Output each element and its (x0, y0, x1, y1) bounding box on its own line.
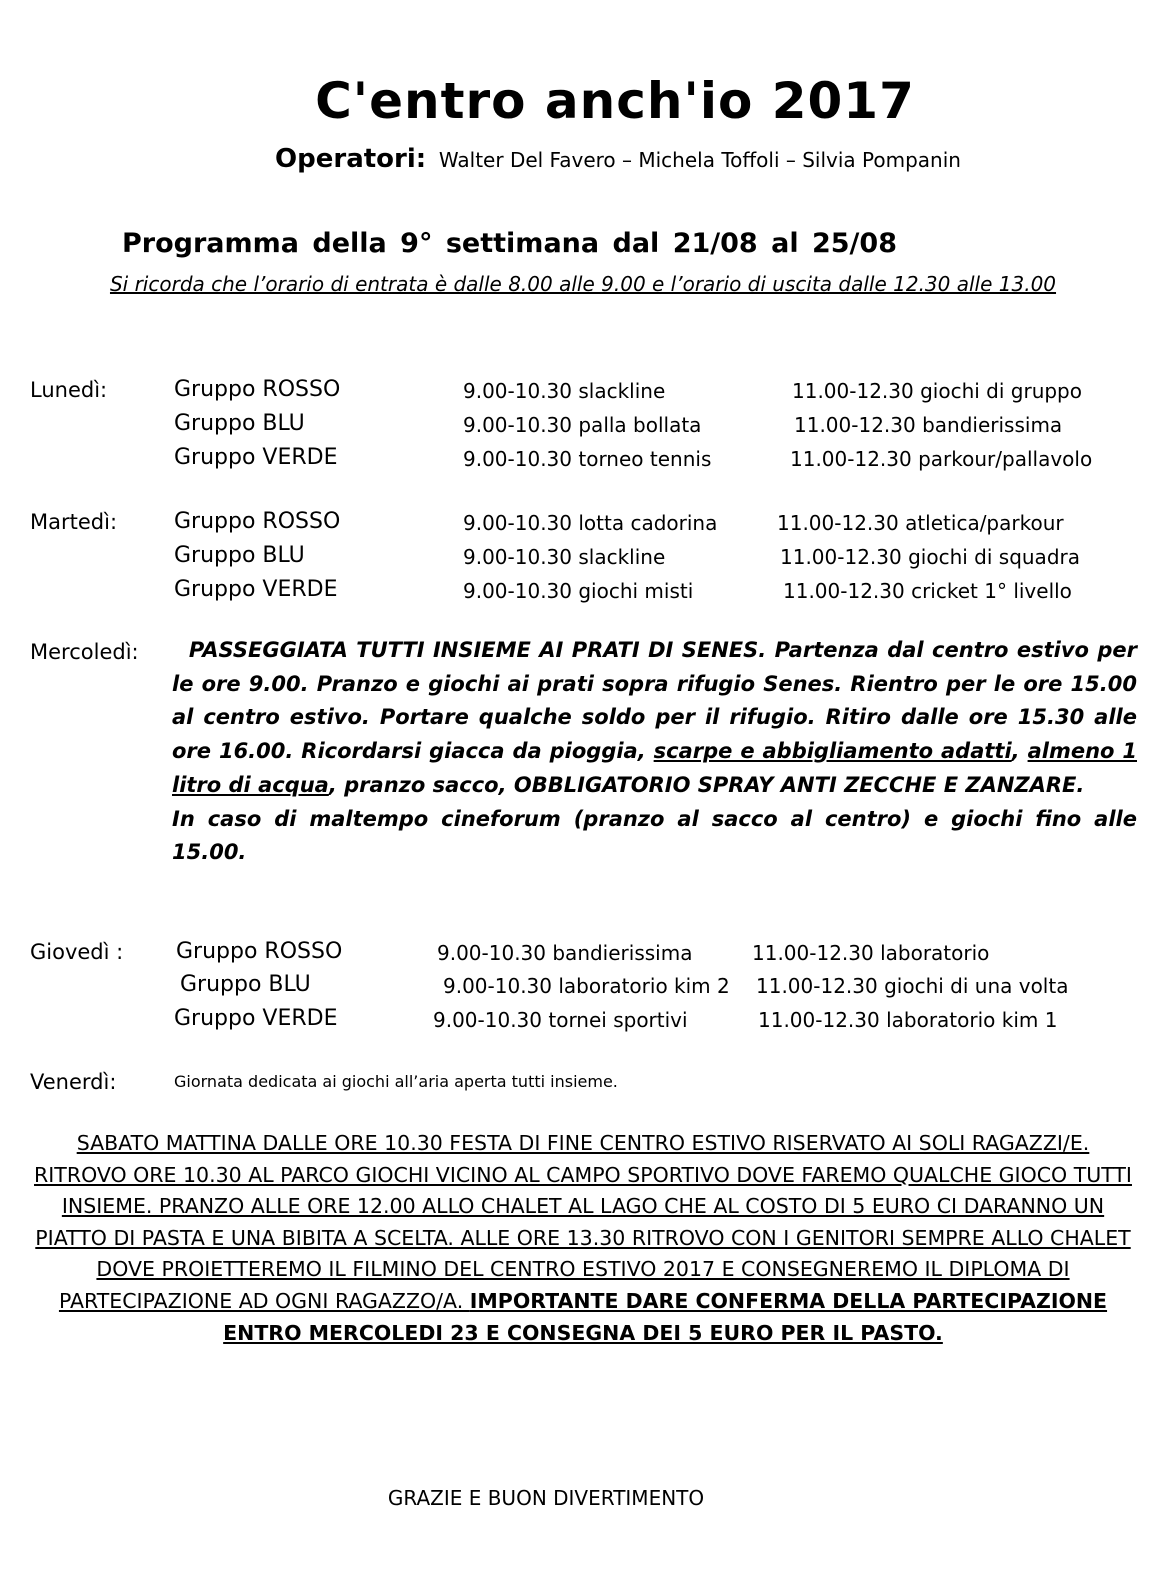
thursday-blu-activity-2: 11.00-12.30 giochi di una volta (756, 974, 1069, 998)
thursday-verde-activity-1: 9.00-10.30 tornei sportivi (433, 1008, 688, 1032)
saturday-important: IMPORTANTE DARE CONFERMA DELLA PARTECIPAZIONE ENTRO MERCOLEDI 23 E CONSEGNA DEI 5 EURO PER IL PASTO. (223, 1288, 1108, 1345)
day-label-friday: Venerdì: (30, 1070, 117, 1094)
monday-rosso-activity-2: 11.00-12.30 giochi di gruppo (792, 379, 1082, 403)
underlined-shoes-clothing: scarpe e abbigliamento adatti (653, 739, 1012, 764)
operators-label: Operatori (275, 144, 416, 174)
operators-names: Walter Del Favero – Michela Toffoli – Silvia Pompanin (438, 148, 961, 172)
closing-thanks: GRAZIE E BUON DIVERTIMENTO (387, 1486, 705, 1510)
program-heading: Programma della 9° settimana dal 21/08 al 25/08 (122, 228, 897, 259)
page-title: C'entro anch'io 2017 (315, 72, 915, 130)
thursday-blu-activity-1: 9.00-10.30 laboratorio kim 2 (443, 974, 730, 998)
wednesday-description (172, 634, 1137, 870)
day-label-thursday: Giovedì : (30, 940, 124, 964)
day-label-wednesday: Mercoledì: (30, 640, 139, 664)
wednesday-paragraph-1: PASSEGGIATA TUTTI INSIEME AI PRATI DI SENES. Partenza dal centro estivo per le ore 9.00. Pranzo e giochi ai prati sopra rifugio Senes. Rientro per le ore 15.00 al centro estivo. Portare qualche soldo per il rifugio. Ritiro dalle ore 15.30 alle ore 16.00. Ricordarsi giacca da pioggia, scarpe e abbigliamento adatti, almeno 1 litro di acqua, pranzo sacco, OBBLIGATORIO SPRAY ANTI ZECCHE E ZANZARE. (172, 638, 1138, 797)
friday-description: Giornata dedicata ai giochi all’aria aperta tutti insieme. (174, 1072, 618, 1091)
day-label-tuesday: Martedì: (30, 510, 118, 534)
tuesday-blu-activity-2: 11.00-12.30 giochi di squadra (780, 545, 1080, 569)
operators-line: Operatori: Walter Del Favero – Michela Toffoli – Silvia Pompanin (275, 144, 961, 174)
thursday-rosso-activity-2: 11.00-12.30 laboratorio (752, 941, 990, 965)
tuesday-rosso-activity-1: 9.00-10.30 lotta cadorina (463, 511, 718, 535)
monday-rosso-activity-1: 9.00-10.30 slackline (463, 379, 666, 403)
saturday-text: SABATO MATTINA DALLE ORE 10.30 FESTA DI FINE CENTRO ESTIVO RISERVATO AI SOLI RAGAZZI/E. RITROVO ORE 10.30 AL PARCO GIOCHI VICINO AL CAMPO SPORTIVO DOVE FAREMO QUALCHE GIOCO TUTTI INSIEME. PRANZO ALLE ORE 12.00 ALLO CHALET AL LAGO CHE AL COSTO DI 5 EURO CI DARANNO UN PIATTO DI PASTA E UNA BIBITA A SCELTA. ALLE ORE 13.30 RITROVO CON I GENITORI SEMPRE ALLO CHALET DOVE PROIETTEREMO IL FILMINO DEL CENTRO ESTIVO 2017 E CONSEGNEREMO IL DIPLOMA DI PARTECIPAZIONE AD OGNI RAGAZZO/A. (34, 1131, 1132, 1313)
wednesday-paragraph-2: In caso di maltempo cineforum (pranzo al sacco al centro) e giochi fino alle 15.00. (172, 806, 1137, 865)
thursday-group-verde: Gruppo VERDE (174, 1006, 338, 1031)
saturday-announcement (30, 1128, 1136, 1349)
tuesday-group-rosso: Gruppo ROSSO (174, 509, 341, 534)
tuesday-verde-activity-1: 9.00-10.30 giochi misti (463, 579, 694, 603)
thursday-group-rosso: Gruppo ROSSO (176, 939, 343, 964)
thursday-verde-activity-2: 11.00-12.30 laboratorio kim 1 (758, 1008, 1058, 1032)
monday-blu-activity-2: 11.00-12.30 bandierissima (794, 413, 1063, 437)
tuesday-rosso-activity-2: 11.00-12.30 atletica/parkour (777, 511, 1064, 535)
day-label-monday: Lunedì: (30, 378, 108, 402)
monday-group-rosso: Gruppo ROSSO (174, 377, 341, 402)
monday-verde-activity-2: 11.00-12.30 parkour/pallavolo (790, 447, 1093, 471)
tuesday-blu-activity-1: 9.00-10.30 slackline (463, 545, 666, 569)
monday-group-blu: Gruppo BLU (174, 411, 305, 436)
monday-blu-activity-1: 9.00-10.30 palla bollata (463, 413, 702, 437)
underlined-water: almeno 1 litro di acqua (172, 739, 1137, 797)
thursday-group-blu: Gruppo BLU (180, 972, 311, 997)
monday-verde-activity-1: 9.00-10.30 torneo tennis (463, 447, 712, 471)
schedule-reminder: Si ricorda che l’orario di entrata è dalle 8.00 alle 9.00 e l’orario di uscita dalle 12.30 alle 13.00 (109, 272, 1057, 296)
thursday-rosso-activity-1: 9.00-10.30 bandierissima (437, 941, 693, 965)
monday-group-verde: Gruppo VERDE (174, 445, 338, 470)
tuesday-group-verde: Gruppo VERDE (174, 577, 338, 602)
tuesday-verde-activity-2: 11.00-12.30 cricket 1° livello (783, 579, 1072, 603)
tuesday-group-blu: Gruppo BLU (174, 543, 305, 568)
